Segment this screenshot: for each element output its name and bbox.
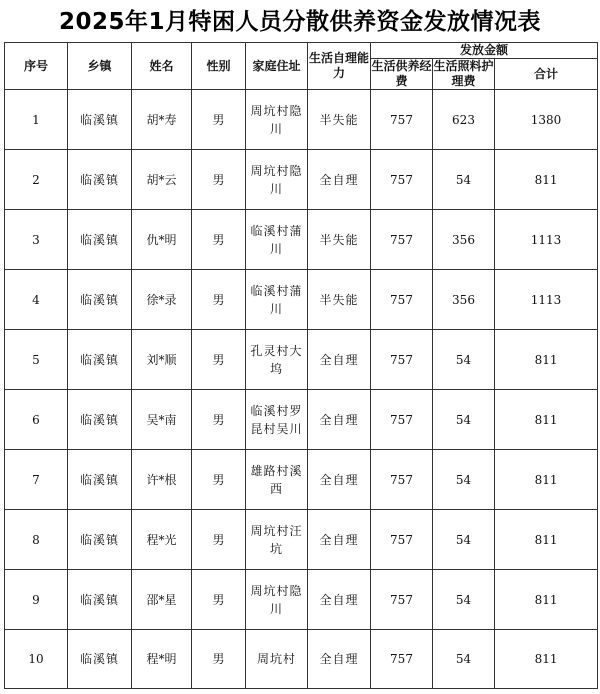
cell-total: 811 <box>495 150 598 210</box>
cell-town: 临溪镇 <box>68 150 132 210</box>
cell-address: 周坑村汪坑 <box>246 510 308 570</box>
cell-support: 757 <box>371 210 433 270</box>
cell-seq: 6 <box>5 390 68 450</box>
payment-table <box>4 42 598 689</box>
cell-town: 临溪镇 <box>68 90 132 150</box>
cell-seq: 1 <box>5 90 68 150</box>
cell-care: 623 <box>433 90 495 150</box>
table-row <box>5 570 598 630</box>
cell-seq: 3 <box>5 210 68 270</box>
cell-total: 1113 <box>495 270 598 330</box>
cell-gender: 男 <box>192 330 246 390</box>
cell-seq: 8 <box>5 510 68 570</box>
cell-support: 757 <box>371 510 433 570</box>
cell-ability: 全自理 <box>308 510 371 570</box>
header-gender: 性别 <box>192 43 246 90</box>
cell-address: 临溪村蒲川 <box>246 210 308 270</box>
cell-gender: 男 <box>192 210 246 270</box>
table-row <box>5 450 598 510</box>
cell-gender: 男 <box>192 570 246 630</box>
cell-care: 54 <box>433 570 495 630</box>
cell-name: 程*光 <box>132 510 192 570</box>
cell-gender: 男 <box>192 90 246 150</box>
cell-support: 757 <box>371 90 433 150</box>
cell-gender: 男 <box>192 150 246 210</box>
cell-total: 811 <box>495 330 598 390</box>
cell-gender: 男 <box>192 630 246 689</box>
page-title: 2025年1月特困人员分散供养资金发放情况表 <box>58 9 542 35</box>
table-row <box>5 630 598 689</box>
cell-total: 811 <box>495 630 598 689</box>
cell-care: 54 <box>433 510 495 570</box>
cell-support: 757 <box>371 570 433 630</box>
table-row <box>5 330 598 390</box>
cell-town: 临溪镇 <box>68 270 132 330</box>
cell-town: 临溪镇 <box>68 210 132 270</box>
table-row <box>5 210 598 270</box>
cell-address: 周坑村隐川 <box>246 150 308 210</box>
cell-ability: 全自理 <box>308 390 371 450</box>
header-support: 生活供养经费 <box>371 59 432 88</box>
cell-address: 临溪村蒲川 <box>246 270 308 330</box>
cell-ability: 全自理 <box>308 630 371 689</box>
cell-name: 邵*星 <box>132 570 192 630</box>
header-payment-group: 发放金额 <box>371 43 598 59</box>
cell-name: 吴*南 <box>132 390 192 450</box>
cell-town: 临溪镇 <box>68 570 132 630</box>
cell-care: 54 <box>433 450 495 510</box>
cell-care: 356 <box>433 210 495 270</box>
cell-name: 胡*寿 <box>132 90 192 150</box>
cell-care: 356 <box>433 270 495 330</box>
cell-town: 临溪镇 <box>68 510 132 570</box>
header-care: 生活照料护理费 <box>433 59 494 88</box>
cell-total: 811 <box>495 510 598 570</box>
cell-gender: 男 <box>192 510 246 570</box>
table-row <box>5 270 598 330</box>
header-seq: 序号 <box>5 43 68 90</box>
cell-total: 1380 <box>495 90 598 150</box>
cell-name: 徐*录 <box>132 270 192 330</box>
cell-address: 雄路村溪西 <box>246 450 308 510</box>
cell-seq: 9 <box>5 570 68 630</box>
header-total: 合计 <box>495 59 598 90</box>
cell-address: 临溪村罗昆村吴川 <box>246 390 308 450</box>
table-body <box>5 90 598 689</box>
cell-ability: 全自理 <box>308 570 371 630</box>
cell-care: 54 <box>433 330 495 390</box>
cell-total: 1113 <box>495 210 598 270</box>
cell-support: 757 <box>371 630 433 689</box>
table-row <box>5 510 598 570</box>
cell-gender: 男 <box>192 390 246 450</box>
cell-gender: 男 <box>192 450 246 510</box>
cell-seq: 4 <box>5 270 68 330</box>
cell-address: 周坑村 <box>246 630 308 689</box>
cell-name: 许*根 <box>132 450 192 510</box>
cell-town: 临溪镇 <box>68 450 132 510</box>
cell-care: 54 <box>433 630 495 689</box>
table-header <box>5 43 598 90</box>
cell-ability: 全自理 <box>308 450 371 510</box>
cell-name: 仇*明 <box>132 210 192 270</box>
cell-gender: 男 <box>192 270 246 330</box>
cell-town: 临溪镇 <box>68 330 132 390</box>
cell-care: 54 <box>433 390 495 450</box>
cell-care: 54 <box>433 150 495 210</box>
cell-name: 胡*云 <box>132 150 192 210</box>
cell-address: 周坑村隐川 <box>246 570 308 630</box>
cell-support: 757 <box>371 270 433 330</box>
header-address: 家庭住址 <box>246 43 308 90</box>
cell-ability: 半失能 <box>308 210 371 270</box>
header-name: 姓名 <box>132 43 192 90</box>
cell-ability: 半失能 <box>308 90 371 150</box>
cell-seq: 10 <box>5 630 68 689</box>
cell-address: 孔灵村大坞 <box>246 330 308 390</box>
cell-total: 811 <box>495 570 598 630</box>
header-ability: 生活自理能力 <box>308 43 371 90</box>
cell-town: 临溪镇 <box>68 390 132 450</box>
cell-seq: 5 <box>5 330 68 390</box>
cell-ability: 全自理 <box>308 330 371 390</box>
header-town: 乡镇 <box>68 43 132 90</box>
cell-support: 757 <box>371 330 433 390</box>
table-row <box>5 390 598 450</box>
cell-name: 程*明 <box>132 630 192 689</box>
cell-total: 811 <box>495 450 598 510</box>
cell-support: 757 <box>371 390 433 450</box>
cell-seq: 2 <box>5 150 68 210</box>
cell-ability: 全自理 <box>308 150 371 210</box>
cell-total: 811 <box>495 390 598 450</box>
cell-support: 757 <box>371 450 433 510</box>
table-row <box>5 90 598 150</box>
cell-town: 临溪镇 <box>68 630 132 689</box>
table-row <box>5 150 598 210</box>
cell-ability: 半失能 <box>308 270 371 330</box>
cell-seq: 7 <box>5 450 68 510</box>
cell-address: 周坑村隐川 <box>246 90 308 150</box>
cell-name: 刘*顺 <box>132 330 192 390</box>
cell-support: 757 <box>371 150 433 210</box>
